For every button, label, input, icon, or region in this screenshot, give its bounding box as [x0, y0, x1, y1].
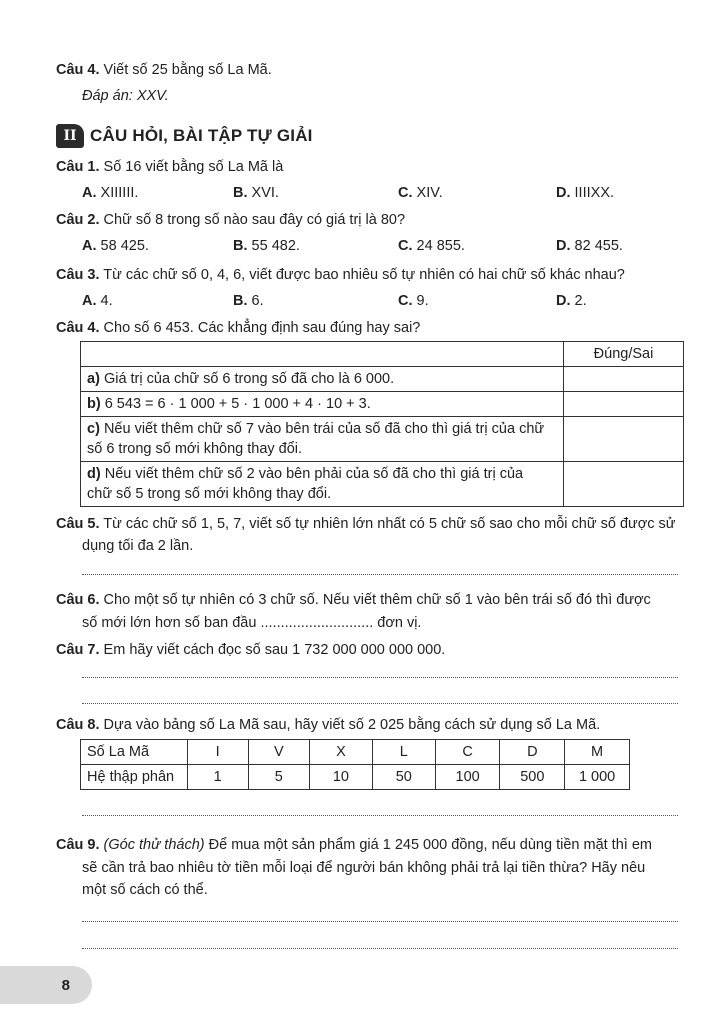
decimal-cell: 1 [187, 765, 248, 790]
decimal-cell: 500 [500, 765, 565, 790]
question-9 [56, 835, 652, 855]
table-row [81, 367, 684, 392]
table-row [81, 417, 684, 462]
option-text: IIIIXX. [574, 185, 615, 201]
question-2 [56, 210, 405, 230]
statement-text-cont: số 6 trong số mới không thay đổi. [87, 441, 303, 457]
roman-cell: X [309, 740, 372, 765]
option-a [82, 291, 113, 311]
statement-text: Giá trị của chữ số 6 trong số đã cho là 6 000. [103, 371, 395, 387]
question-label: Câu 9. [56, 837, 100, 853]
answer-cell[interactable] [564, 462, 684, 507]
section-number-icon: II [56, 124, 84, 148]
question-text: Để mua một sản phẩm giá 1 245 000 đồng, nếu dùng tiền mặt thì em [204, 837, 652, 853]
decimal-row [81, 765, 630, 790]
option-text: 82 455. [574, 238, 623, 254]
page-number-tab [0, 966, 92, 1004]
question-3 [56, 265, 625, 285]
roman-cell: C [435, 740, 500, 765]
table-row [81, 392, 684, 417]
option-key: A. [82, 293, 97, 309]
option-d [556, 236, 623, 256]
statement-key: c) [87, 421, 100, 437]
option-text: 6. [251, 293, 264, 309]
option-key: D. [556, 293, 571, 309]
row-header: Hệ thập phân [81, 765, 188, 790]
option-key: C. [398, 238, 413, 254]
table-header-row [81, 342, 684, 367]
question-1 [56, 157, 283, 177]
option-key: A. [82, 238, 97, 254]
option-d [556, 291, 587, 311]
option-key: C. [398, 185, 413, 201]
question-label: Câu 2. [56, 212, 100, 228]
option-key: B. [233, 185, 248, 201]
option-b [233, 183, 279, 203]
question-7 [56, 640, 445, 660]
answer-line[interactable] [82, 921, 678, 922]
option-a [82, 236, 149, 256]
question-text: Cho số 6 453. Các khẳng định sau đúng hay sai? [103, 320, 421, 336]
statement-key: a) [87, 371, 100, 387]
table-header-blank [81, 342, 564, 367]
option-d [556, 183, 614, 203]
option-b [233, 236, 300, 256]
question-label: Câu 7. [56, 642, 100, 658]
question-5-cont: dụng tối đa 2 lần. [82, 538, 194, 554]
option-text: XVI. [251, 185, 279, 201]
decimal-cell: 5 [248, 765, 309, 790]
answer-line[interactable] [82, 703, 678, 704]
question-label: Câu 4. [56, 320, 100, 336]
roman-cell: M [565, 740, 630, 765]
question-8 [56, 715, 600, 735]
roman-cell: L [372, 740, 435, 765]
question-label: Câu 5. [56, 516, 100, 532]
answer-line[interactable] [82, 815, 678, 816]
answer-cell[interactable] [564, 367, 684, 392]
intro-answer: Đáp án: XXV. [82, 88, 169, 104]
question-text: Chữ số 8 trong số nào sau đây có giá trị là 80? [103, 212, 406, 228]
true-false-table [80, 341, 684, 507]
answer-line[interactable] [82, 574, 678, 575]
table-row [81, 462, 684, 507]
question-4 [56, 318, 420, 338]
section-title: CÂU HỎI, BÀI TẬP TỰ GIẢI [90, 126, 313, 145]
statement-cell [81, 462, 564, 507]
statement-text: Nếu viết thêm chữ số 7 vào bên trái của số đã cho thì giá trị của chữ [103, 421, 545, 437]
question-9-cont: một số cách có thể. [82, 882, 208, 898]
statement-cell [81, 392, 564, 417]
question-5 [56, 514, 675, 534]
option-text: XIIIIII. [100, 185, 139, 201]
question-text: Số 16 viết bằng số La Mã là [103, 159, 284, 175]
decimal-cell: 1 000 [565, 765, 630, 790]
answer-line[interactable] [82, 677, 678, 678]
option-key: B. [233, 238, 248, 254]
option-key: D. [556, 238, 571, 254]
answer-cell[interactable] [564, 417, 684, 462]
question-text: Từ các chữ số 1, 5, 7, viết số tự nhiên lớn nhất có 5 chữ số sao cho mỗi chữ số được sử [103, 516, 676, 532]
intro-question-label: Câu 4. [56, 62, 100, 78]
question-text: Từ các chữ số 0, 4, 6, viết được bao nhiêu số tự nhiên có hai chữ số khác nhau? [103, 267, 625, 283]
option-c [398, 236, 465, 256]
row-header: Số La Mã [81, 740, 188, 765]
table-header-cell: Đúng/Sai [564, 342, 684, 367]
roman-row [81, 740, 630, 765]
roman-cell: I [187, 740, 248, 765]
question-text: Dựa vào bảng số La Mã sau, hãy viết số 2 025 bằng cách sử dụng số La Mã. [103, 717, 601, 733]
statement-cell [81, 417, 564, 462]
statement-text: 6 543 = 6 · 1 000 + 5 · 1 000 + 4 · 10 + 3. [104, 396, 371, 412]
question-text: Em hãy viết cách đọc số sau 1 732 000 000 000 000. [103, 642, 446, 658]
option-key: D. [556, 185, 571, 201]
question-label: Câu 1. [56, 159, 100, 175]
roman-cell: D [500, 740, 565, 765]
answer-line[interactable] [82, 948, 678, 949]
intro-question [56, 60, 272, 80]
decimal-cell: 100 [435, 765, 500, 790]
option-text: XIV. [416, 185, 443, 201]
statement-cell [81, 367, 564, 392]
roman-cell: V [248, 740, 309, 765]
statement-key: d) [87, 466, 101, 482]
question-label: Câu 6. [56, 592, 100, 608]
option-text: 2. [574, 293, 587, 309]
option-text: 9. [416, 293, 429, 309]
option-text: 24 855. [416, 238, 465, 254]
question-text: Cho một số tự nhiên có 3 chữ số. Nếu viết thêm chữ số 1 vào bên trái số đó thì được [103, 592, 651, 608]
option-key: C. [398, 293, 413, 309]
statement-text-cont: chữ số 5 trong số mới không thay đổi. [87, 486, 332, 502]
option-text: 55 482. [251, 238, 300, 254]
option-c [398, 291, 429, 311]
option-key: B. [233, 293, 248, 309]
question-label: Câu 3. [56, 267, 100, 283]
option-c [398, 183, 443, 203]
statement-text: Nếu viết thêm chữ số 2 vào bên phải của số đã cho thì giá trị của [104, 466, 524, 482]
question-6 [56, 590, 651, 610]
roman-numeral-table [80, 739, 630, 790]
decimal-cell: 10 [309, 765, 372, 790]
answer-cell[interactable] [564, 392, 684, 417]
section-header [56, 122, 313, 150]
option-text: 58 425. [100, 238, 149, 254]
option-key: A. [82, 185, 97, 201]
challenge-tag: (Góc thử thách) [103, 837, 205, 853]
intro-question-text: Viết số 25 bằng số La Mã. [103, 62, 272, 78]
option-a [82, 183, 138, 203]
question-6-cont: số mới lớn hơn số ban đầu ............................ đơn vị. [82, 615, 422, 631]
question-9-cont: sẽ cần trả bao nhiêu tờ tiền mỗi loại để người bán không phải trả lại tiền thừa? Hãy nêu [82, 860, 646, 876]
decimal-cell: 50 [372, 765, 435, 790]
page-number: 8 [61, 976, 70, 994]
option-b [233, 291, 264, 311]
statement-key: b) [87, 396, 101, 412]
option-text: 4. [100, 293, 113, 309]
question-label: Câu 8. [56, 717, 100, 733]
